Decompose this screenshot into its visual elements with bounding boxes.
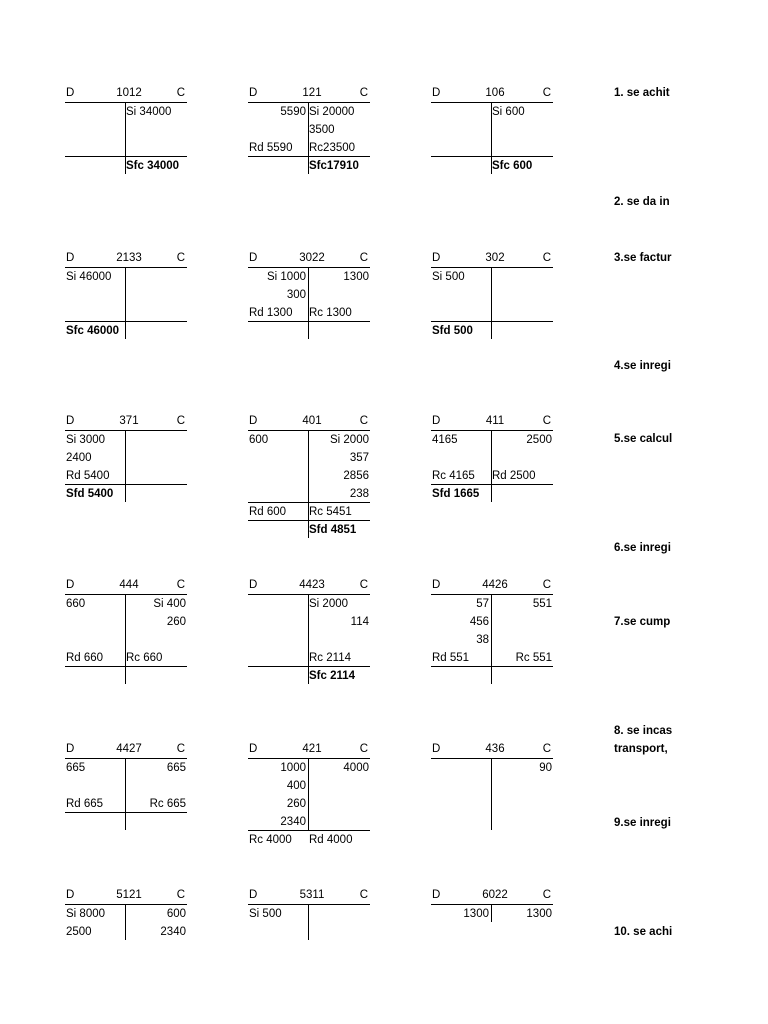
account-entry: Sfc 34000 — [126, 160, 180, 172]
account-entry: Sfd 4851 — [309, 524, 357, 536]
account-entry: 2856 — [343, 470, 369, 482]
account-entry: 1000 — [280, 762, 306, 774]
operation-note: 7.se cump — [614, 616, 671, 628]
account-header — [431, 578, 553, 592]
credit-label: C — [176, 87, 185, 99]
account-divider — [308, 904, 309, 940]
operation-note: transport, — [614, 743, 668, 755]
account-header — [65, 888, 187, 902]
account-entry: Rc 4165 — [432, 470, 475, 482]
credit-label: C — [359, 415, 368, 427]
account-entry: Rd 4000 — [309, 834, 353, 846]
account-entry: Rd 600 — [249, 506, 287, 518]
account-divider — [125, 430, 126, 502]
debit-label: D — [249, 579, 258, 591]
account-header — [248, 578, 370, 592]
account-entry: Rc 5451 — [309, 506, 352, 518]
operation-note: 2. se da in — [614, 196, 670, 208]
account-entry: 600 — [166, 908, 186, 920]
account-divider — [491, 594, 492, 684]
account-header — [248, 251, 370, 265]
account-divider — [308, 758, 309, 830]
account-entry: Rd 1300 — [249, 307, 293, 319]
account-entry: 2500 — [66, 926, 92, 938]
operation-note: 1. se achit — [614, 87, 670, 99]
account-entry: 2500 — [526, 434, 552, 446]
account-header — [431, 742, 553, 756]
credit-label: C — [542, 579, 551, 591]
account-entry: 2340 — [160, 926, 186, 938]
account-entry: Sfd 5400 — [66, 488, 114, 500]
account-number: 2133 — [116, 252, 142, 264]
account-entry: Si 8000 — [66, 908, 106, 920]
account-entry: Rd 5400 — [66, 470, 110, 482]
operation-note: 4.se inregi — [614, 360, 671, 372]
account-header — [431, 888, 553, 902]
account-entry: Sfc 46000 — [66, 325, 120, 337]
credit-label: C — [176, 579, 185, 591]
account-entry: Sfd 500 — [432, 325, 473, 337]
account-entry: Si 1000 — [266, 271, 306, 283]
account-entry: 5590 — [280, 106, 306, 118]
account-entry: Sfd 1665 — [432, 488, 480, 500]
credit-label: C — [359, 889, 368, 901]
account-entry: 300 — [286, 289, 306, 301]
debit-label: D — [66, 743, 75, 755]
account-entry: 4165 — [432, 434, 458, 446]
account-entry: 1300 — [526, 908, 552, 920]
credit-label: C — [359, 743, 368, 755]
account-header — [248, 742, 370, 756]
debit-label: D — [249, 252, 258, 264]
account-entry: Si 46000 — [66, 271, 112, 283]
credit-label: C — [542, 743, 551, 755]
account-number: 1012 — [116, 87, 142, 99]
account-entry: Sfc 600 — [492, 160, 533, 172]
credit-label: C — [176, 743, 185, 755]
account-entry: 1300 — [463, 908, 489, 920]
account-entry: Si 500 — [249, 908, 282, 920]
credit-label: C — [542, 252, 551, 264]
account-divider — [308, 267, 309, 339]
account-entry: Si 2000 — [329, 434, 369, 446]
operation-note: 3.se factur — [614, 252, 672, 264]
account-entry: Rd 5590 — [249, 142, 293, 154]
debit-label: D — [66, 579, 75, 591]
account-divider — [125, 594, 126, 684]
account-number: 302 — [485, 252, 505, 264]
account-header — [65, 251, 187, 265]
account-entry: 665 — [66, 762, 86, 774]
account-entry: Rc23500 — [309, 142, 356, 154]
account-entry: Rd 551 — [432, 652, 470, 664]
account-number: 444 — [119, 579, 139, 591]
account-entry: Si 500 — [432, 271, 465, 283]
account-entry: Rd 2500 — [492, 470, 536, 482]
account-header — [248, 888, 370, 902]
account-entry: Rc 1300 — [309, 307, 352, 319]
account-number: 5121 — [116, 889, 142, 901]
debit-label: D — [432, 252, 441, 264]
debit-label: D — [432, 87, 441, 99]
account-entry: Sfc17910 — [309, 160, 359, 172]
account-entry: 2400 — [66, 452, 92, 464]
account-entry: 2340 — [280, 816, 306, 828]
account-entry: 38 — [476, 634, 489, 646]
account-header — [65, 742, 187, 756]
credit-label: C — [176, 252, 185, 264]
account-divider — [125, 267, 126, 339]
account-entry: Si 3000 — [66, 434, 106, 446]
credit-label: C — [542, 87, 551, 99]
account-number: 121 — [302, 87, 322, 99]
account-entry: Si 600 — [492, 106, 525, 118]
account-entry: 665 — [166, 762, 186, 774]
credit-label: C — [542, 889, 551, 901]
account-entry: 260 — [166, 616, 186, 628]
account-entry: 551 — [532, 598, 552, 610]
account-number: 4426 — [482, 579, 508, 591]
debit-label: D — [66, 87, 75, 99]
account-number: 411 — [485, 415, 505, 427]
credit-label: C — [359, 87, 368, 99]
account-divider — [491, 904, 492, 922]
account-divider — [491, 430, 492, 502]
account-entry: 1300 — [343, 271, 369, 283]
account-divider — [125, 904, 126, 940]
account-header — [431, 251, 553, 265]
account-entry: Rd 665 — [66, 798, 104, 810]
account-number: 6022 — [482, 889, 508, 901]
credit-label: C — [542, 415, 551, 427]
debit-label: D — [432, 743, 441, 755]
account-entry: Si 400 — [153, 598, 186, 610]
account-entry: 4000 — [343, 762, 369, 774]
account-entry: Si 2000 — [309, 598, 349, 610]
account-header — [65, 578, 187, 592]
account-number: 106 — [485, 87, 505, 99]
account-entry: 3500 — [309, 124, 335, 136]
debit-label: D — [66, 252, 75, 264]
account-entry: Rc 660 — [126, 652, 163, 664]
debit-label: D — [432, 889, 441, 901]
account-entry: 660 — [66, 598, 86, 610]
account-entry: Rc 4000 — [249, 834, 292, 846]
account-divider — [491, 267, 492, 339]
credit-label: C — [176, 415, 185, 427]
account-header — [65, 414, 187, 428]
account-entry: Si 20000 — [309, 106, 355, 118]
account-entry: 600 — [249, 434, 269, 446]
account-entry: Sfc 2114 — [309, 670, 356, 682]
account-entry: 456 — [469, 616, 489, 628]
account-number: 5311 — [299, 889, 325, 901]
account-entry: Rc 551 — [515, 652, 552, 664]
account-entry: 260 — [286, 798, 306, 810]
account-number: 436 — [485, 743, 505, 755]
account-entry: Si 34000 — [126, 106, 172, 118]
account-header — [431, 414, 553, 428]
account-divider — [491, 758, 492, 830]
account-entry: 238 — [349, 488, 369, 500]
operation-note: 6.se inregi — [614, 542, 671, 554]
account-entry: 90 — [539, 762, 552, 774]
credit-label: C — [176, 889, 185, 901]
debit-label: D — [249, 87, 258, 99]
account-number: 4427 — [116, 743, 142, 755]
operation-note: 5.se calcul — [614, 433, 673, 445]
debit-label: D — [66, 415, 75, 427]
account-header — [431, 86, 553, 100]
account-number: 3022 — [299, 252, 325, 264]
debit-label: D — [249, 415, 258, 427]
account-entry: Rc 665 — [149, 798, 186, 810]
debit-label: D — [432, 415, 441, 427]
credit-label: C — [359, 579, 368, 591]
operation-note: 8. se incas — [614, 725, 673, 737]
operation-note: 9.se inregi — [614, 817, 671, 829]
account-entry: Rd 660 — [66, 652, 104, 664]
account-entry: 114 — [350, 616, 369, 628]
account-number: 371 — [119, 415, 139, 427]
account-entry: 357 — [349, 452, 369, 464]
debit-label: D — [66, 889, 75, 901]
credit-label: C — [359, 252, 368, 264]
debit-label: D — [249, 743, 258, 755]
account-header — [248, 414, 370, 428]
operation-note: 10. se achi — [614, 926, 673, 938]
debit-label: D — [249, 889, 258, 901]
account-header — [248, 86, 370, 100]
account-number: 401 — [302, 415, 322, 427]
account-entry: 400 — [286, 780, 306, 792]
account-entry: Rc 2114 — [309, 652, 351, 664]
account-number: 421 — [302, 743, 322, 755]
account-divider — [125, 758, 126, 830]
account-number: 4423 — [299, 579, 325, 591]
account-entry: 57 — [476, 598, 489, 610]
account-header — [65, 86, 187, 100]
debit-label: D — [432, 579, 441, 591]
